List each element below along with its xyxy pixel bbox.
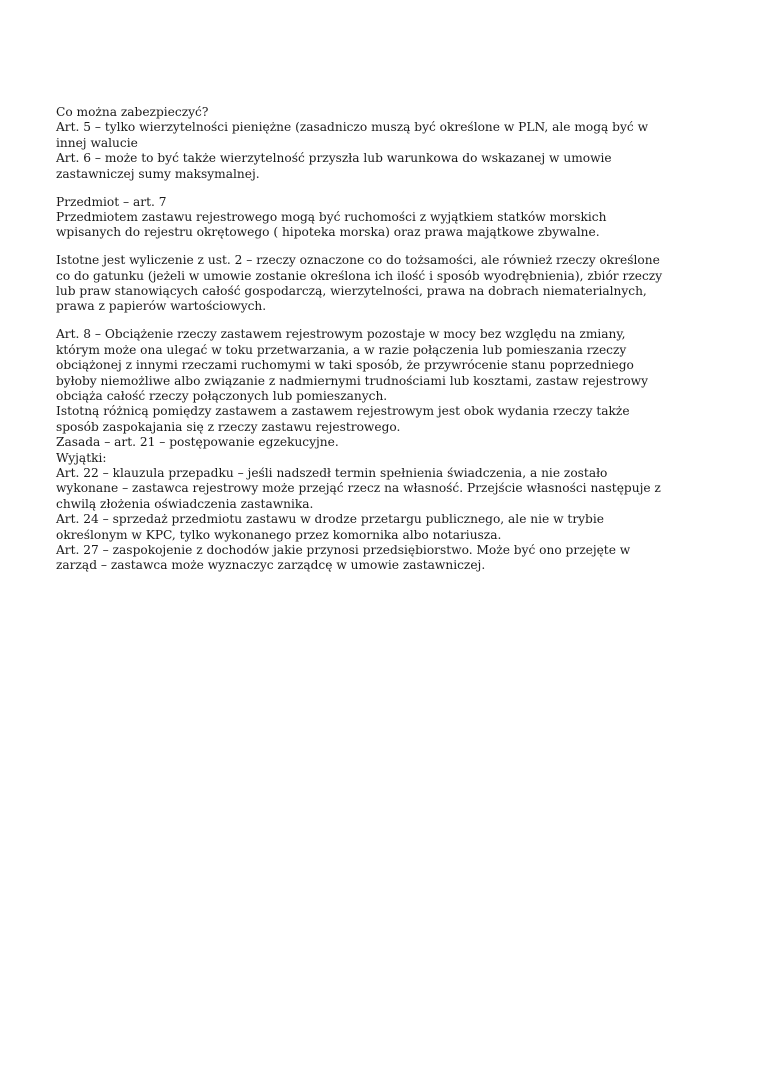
text-line: Art. 27 – zaspokojenie z dochodów jakie przynosi przedsiębiorstwo. Może być ono przejęte w	[56, 542, 631, 557]
text-line: Istotną różnicą pomiędzy zastawem a zastawem rejestrowym jest obok wydania rzeczy także	[56, 404, 630, 419]
text-line: sposób zaspokajania się z rzeczy zastawu rejestrowego.	[56, 419, 401, 434]
text-line: określonym w KPC, tylko wykonanego przez komornika albo notariusza.	[56, 527, 502, 542]
text-line: obciążonej z innymi rzeczami ruchomymi w taki sposób, że przywrócenie stanu poprzedniego	[56, 358, 634, 373]
paragraph-subject	[56, 195, 716, 241]
text-line: Art. 5 – tylko wierzytelności pieniężne (zasadniczo muszą być określone w PLN, ale mogą być w	[56, 120, 648, 135]
text-line: Wyjątki:	[56, 450, 107, 465]
paragraph-gap	[56, 241, 716, 254]
text-line: Art. 22 – klauzula przepadku – jeśli nadszedł termin spełnienia świadczenia, a nie zostało	[56, 465, 608, 480]
text-line: chwilą złożenia oświadczenia zastawnika.	[56, 496, 314, 511]
paragraph-gap	[56, 315, 716, 328]
text-line: byłoby niemożliwe albo związanie z nadmiernymi trudnościami lub kosztami, zastaw rejestrowy	[56, 373, 649, 388]
text-line: Przedmiotem zastawu rejestrowego mogą być ruchomości z wyjątkiem statków morskich	[56, 209, 607, 224]
paragraph-gap	[56, 182, 716, 195]
text-line: Istotne jest wyliczenie z ust. 2 – rzeczy oznaczone co do tożsamości, ale również rzeczy określone	[56, 253, 660, 268]
text-line: obciąża całość rzeczy połączonych lub pomieszanych.	[56, 389, 388, 404]
text-line: wpisanych do rejestru okrętowego ( hipoteka morska) oraz prawa majątkowe zbywalne.	[56, 225, 600, 240]
paragraph-articles	[56, 327, 716, 573]
text-line: innej walucie	[56, 135, 138, 150]
text-line: prawa z papierów wartościowych.	[56, 299, 267, 314]
paragraph-security-scope	[56, 105, 716, 182]
text-line: Co można zabezpieczyć?	[56, 105, 209, 119]
text-line: którym może ona ulegać w toku przetwarzania, a w razie połączenia lub pomieszania rzeczy	[56, 342, 627, 357]
paragraph-enumeration	[56, 253, 716, 315]
document-page	[56, 105, 716, 574]
text-line: Przedmiot – art. 7	[56, 194, 167, 209]
text-line: wykonane – zastawca rejestrowy może przejąć rzecz na własność. Przejście własności następuje z	[56, 481, 661, 496]
text-line: Art. 24 – sprzedaż przedmiotu zastawu w drodze przetargu publicznego, ale nie w trybie	[56, 512, 604, 527]
text-line: Art. 8 – Obciążenie rzeczy zastawem rejestrowym pozostaje w mocy bez względu na zmiany,	[56, 327, 626, 342]
text-line: zastawniczej sumy maksymalnej.	[56, 166, 260, 181]
text-line: lub praw stanowiących całość gospodarczą, wierzytelności, prawa na dobrach niematerialnych,	[56, 284, 647, 299]
text-line: zarząd – zastawca może wyznaczyc zarządcę w umowie zastawniczej.	[56, 558, 486, 573]
text-line: Zasada – art. 21 – postępowanie egzekucyjne.	[56, 435, 339, 450]
text-line: co do gatunku (jeżeli w umowie zostanie określona ich ilość i sposób wyodrębnienia), zbiór rzeczy	[56, 268, 663, 283]
text-line: Art. 6 – może to być także wierzytelność przyszła lub warunkowa do wskazanej w umowie	[56, 151, 612, 166]
